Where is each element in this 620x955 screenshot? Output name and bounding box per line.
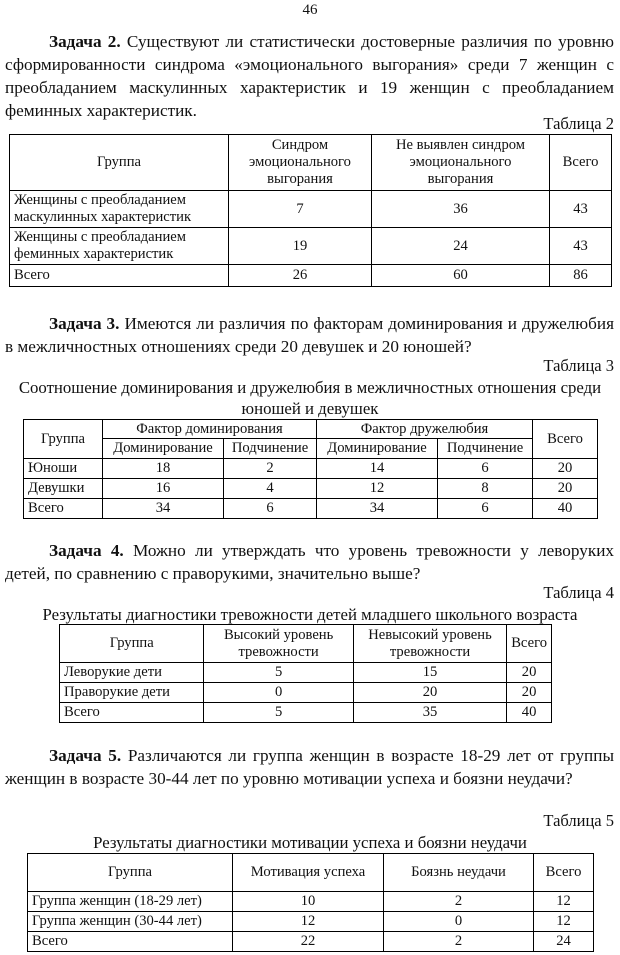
table-cell: 20 — [507, 683, 552, 703]
table-row — [60, 683, 552, 703]
table5-header: Всего — [534, 854, 594, 892]
table-cell: 5 — [204, 663, 353, 683]
table-cell: 34 — [103, 499, 224, 519]
table-cell: Юноши — [24, 459, 103, 479]
table-cell: 34 — [317, 499, 438, 519]
table5-header: Боязнь неудачи — [384, 854, 534, 892]
table-cell: 20 — [533, 479, 598, 499]
table-cell: 12 — [534, 912, 594, 932]
table-cell: 19 — [229, 228, 372, 265]
table3-title: Соотношение доминирования и дружелюбия в межличностных отношения среди юношей и девушек — [18, 378, 602, 418]
table-cell: Всего — [60, 703, 204, 723]
table4 — [59, 624, 552, 723]
table-cell: 14 — [317, 459, 438, 479]
table4-label: Таблица 4 — [543, 583, 614, 602]
task2-label: Задача 2. — [49, 32, 121, 51]
table3-subheader: Подчинение — [438, 439, 533, 459]
task5-label: Задача 5. — [49, 746, 122, 765]
table2-header: Всего — [550, 135, 612, 191]
table-cell: 24 — [372, 228, 550, 265]
table-cell: 6 — [438, 499, 533, 519]
task2-text: Существуют ли статистически достоверные различия по уровню сформированности синдрома «эмоционального выгорания» среди 7 женщин с преобладанием маскулинных характеристик и 19 женщин с преобладанием феминных характеристик. — [5, 32, 615, 120]
table3-header-group: Группа — [24, 420, 103, 459]
table-row — [28, 932, 594, 952]
table2 — [9, 134, 612, 287]
table-row — [10, 265, 612, 287]
table-row — [10, 228, 612, 265]
table-cell: 6 — [224, 499, 317, 519]
table-cell: 16 — [103, 479, 224, 499]
table5-title: Результаты диагностики мотивации успеха и боязни неудачи — [93, 833, 527, 852]
table5-header: Группа — [28, 854, 233, 892]
table-cell: 7 — [229, 191, 372, 228]
table4-header: Группа — [60, 625, 204, 663]
table-cell: 36 — [372, 191, 550, 228]
table-cell: 35 — [353, 703, 506, 723]
table4-header: Всего — [507, 625, 552, 663]
table-cell: Группа женщин (18-29 лет) — [28, 892, 233, 912]
table-cell: Группа женщин (30-44 лет) — [28, 912, 233, 932]
table-cell: 15 — [353, 663, 506, 683]
table-row — [24, 499, 598, 519]
table2-header: Группа — [10, 135, 229, 191]
table-cell: Девушки — [24, 479, 103, 499]
table4-title: Результаты диагностики тревожности детей младшего школьного возраста — [42, 605, 578, 624]
table-cell: Всего — [24, 499, 103, 519]
table3-subheader: Подчинение — [224, 439, 317, 459]
task4-paragraph — [5, 539, 614, 585]
task4-text: Можно ли утверждать что уровень тревожности у леворуких детей, по сравнению с праворукими, значительно выше? — [5, 541, 614, 583]
table3-subheader: Доминирование — [317, 439, 438, 459]
task3-label: Задача 3. — [49, 314, 120, 333]
table-cell: Всего — [28, 932, 233, 952]
table-cell: 2 — [384, 932, 534, 952]
task5-text: Различаются ли группа женщин в возрасте 18-29 лет от группы женщин в возрасте 30-44 лет по уровню мотивации успеха и боязни неудачи? — [5, 746, 615, 788]
table-cell: 40 — [507, 703, 552, 723]
task2-paragraph — [5, 30, 614, 122]
table5-header: Мотивация успеха — [233, 854, 384, 892]
table-cell: 60 — [372, 265, 550, 287]
page-number: 46 — [302, 2, 318, 18]
table-cell: 8 — [438, 479, 533, 499]
table2-header: Не выявлен синдром эмоционального выгорания — [372, 135, 550, 191]
task4-label: Задача 4. — [49, 541, 124, 560]
table-cell: 5 — [204, 703, 353, 723]
table-row — [10, 191, 612, 228]
table-cell: Женщины с преобладанием феминных характеристик — [10, 228, 229, 265]
table-cell: 20 — [353, 683, 506, 703]
table-cell: 0 — [204, 683, 353, 703]
table3 — [23, 419, 598, 519]
table3-header-total: Всего — [533, 420, 598, 459]
table-row — [28, 912, 594, 932]
table-cell: 6 — [438, 459, 533, 479]
table-cell: 2 — [224, 459, 317, 479]
table-cell: Всего — [10, 265, 229, 287]
table5 — [27, 853, 594, 952]
table3-subheader: Доминирование — [103, 439, 224, 459]
table-cell: 12 — [233, 912, 384, 932]
table-row — [24, 479, 598, 499]
table-cell: 2 — [384, 892, 534, 912]
table4-header: Высокий уровень тревожности — [204, 625, 353, 663]
table-cell: 4 — [224, 479, 317, 499]
table-cell: 20 — [507, 663, 552, 683]
table-cell: 12 — [317, 479, 438, 499]
table-row — [28, 892, 594, 912]
table-cell: 43 — [550, 228, 612, 265]
table3-header-factor2: Фактор дружелюбия — [317, 420, 533, 439]
table-cell: 43 — [550, 191, 612, 228]
task3-text: Имеются ли различия по факторам доминирования и дружелюбия в межличностных отношениях среди 20 девушек и 20 юношей? — [5, 314, 614, 356]
table-row — [60, 703, 552, 723]
table-cell: 40 — [533, 499, 598, 519]
table-cell: 20 — [533, 459, 598, 479]
table-cell: 24 — [534, 932, 594, 952]
table-cell: 0 — [384, 912, 534, 932]
table3-label: Таблица 3 — [543, 356, 614, 375]
table-cell: 86 — [550, 265, 612, 287]
table-cell: Леворукие дети — [60, 663, 204, 683]
table-row — [24, 459, 598, 479]
table-row — [60, 663, 552, 683]
table5-label: Таблица 5 — [543, 811, 614, 830]
table-cell: 26 — [229, 265, 372, 287]
task3-paragraph — [5, 312, 614, 358]
table4-header: Невысокий уровень тревожности — [353, 625, 506, 663]
table3-header-factor1: Фактор доминирования — [103, 420, 317, 439]
table-cell: 22 — [233, 932, 384, 952]
table2-label: Таблица 2 — [543, 114, 614, 133]
table2-header: Синдром эмоционального выгорания — [229, 135, 372, 191]
table-cell: 12 — [534, 892, 594, 912]
table-cell: Праворукие дети — [60, 683, 204, 703]
table-cell: 18 — [103, 459, 224, 479]
task5-paragraph — [5, 744, 614, 790]
table-cell: Женщины с преобладанием маскулинных характеристик — [10, 191, 229, 228]
table-cell: 10 — [233, 892, 384, 912]
